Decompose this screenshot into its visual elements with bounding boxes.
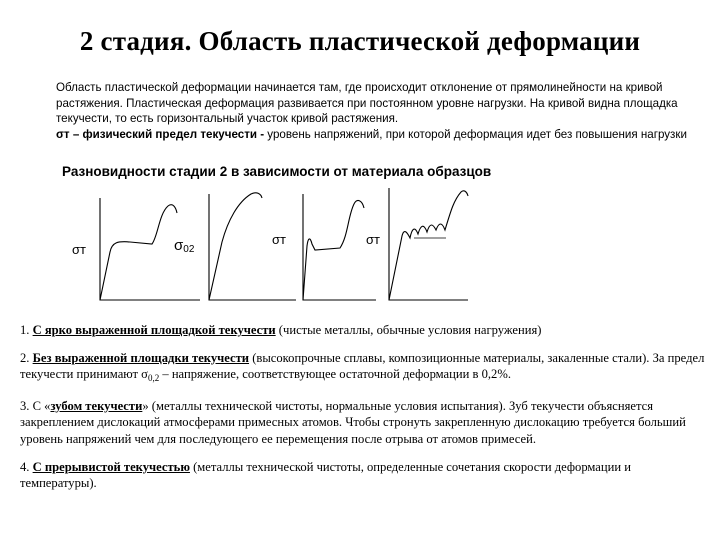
page-title: 2 стадия. Область пластической деформации (79, 26, 641, 56)
item-number: 3. (20, 398, 30, 413)
curve-2-sigma: σ (174, 237, 184, 254)
list-item (20, 350, 706, 387)
sigma-symbol: σ (141, 367, 148, 382)
curve-2-axes (209, 194, 296, 300)
item-text: (металлы технической чистоты, нормальные условия испытания). Зуб текучести объясняется закреплением дислокаций атмосферами примесных атомов. Чтобы стронуть закрепленную дислокацию требуется больший уровень напряжений чем для последующего ее перемещения после отрыва от атомов примесей. (20, 398, 686, 446)
curve-2-line (209, 193, 262, 300)
item-heading: С прерывистой текучестью (32, 459, 190, 474)
item-text-continued: – напряжение, соответствующее остаточной деформации в 0,2%. (159, 367, 511, 382)
list-item (20, 398, 706, 448)
item-heading: зубом текучести (50, 398, 143, 413)
item-text: (чистые металлы, обычные условия нагружения) (275, 323, 542, 337)
curve-4-line (389, 191, 468, 300)
intro-paragraph-1: Область пластической деформации начинается там, где происходит отклонение от прямолинейности на кривой растяжения. Пластическая деформация развивается при постоянном уровне нагрузки. На кривой видна площадка текучести, то есть горизонтальный участок кривой растяжения. (56, 81, 678, 126)
curve-2-sigma-subscript: 02 (183, 244, 195, 255)
stress-strain-curves (56, 180, 576, 308)
item-heading-prefix: С « (32, 398, 51, 413)
sigma-subscript: 0,2 (147, 373, 160, 384)
curve-1-sigma-label: σт (72, 242, 86, 257)
curve-4-sigma-label: σт (366, 232, 380, 247)
curve-4-serrated (389, 188, 468, 300)
curve-3-line (303, 201, 364, 300)
item-heading: С ярко выраженной площадкой текучести (32, 323, 276, 337)
curve-1-line (100, 205, 177, 300)
item-number: 4. (20, 459, 30, 474)
intro-text (34, 80, 694, 142)
item-number: 2. (20, 350, 30, 365)
yield-point-description: уровень напряжений, при которой деформация идет без повышения нагрузки (264, 127, 687, 141)
list-item (20, 459, 706, 492)
curve-3-sigma-label: σт (272, 232, 286, 247)
curve-3-yield-tooth (303, 194, 376, 300)
item-text: (металлы технической чистоты, определенные сочетания скорости деформации и температуры). (20, 459, 632, 491)
stage-variants-list (20, 322, 706, 503)
item-text: (высокопрочные сплавы, композиционные материалы, закаленные стали). За предел текучести принимают (20, 350, 705, 382)
item-number: 1. (20, 323, 30, 337)
list-item (20, 322, 706, 339)
curve-2-sigma-label (174, 237, 195, 255)
item-heading: Без выраженной площадки текучести (32, 350, 250, 365)
intro-paragraph-2 (34, 127, 694, 143)
yield-point-definition: σт – физический предел текучести - (56, 127, 265, 141)
item-heading-suffix: » (142, 398, 149, 413)
section-subheading: Разновидности стадии 2 в зависимости от материала образцов (62, 164, 492, 179)
